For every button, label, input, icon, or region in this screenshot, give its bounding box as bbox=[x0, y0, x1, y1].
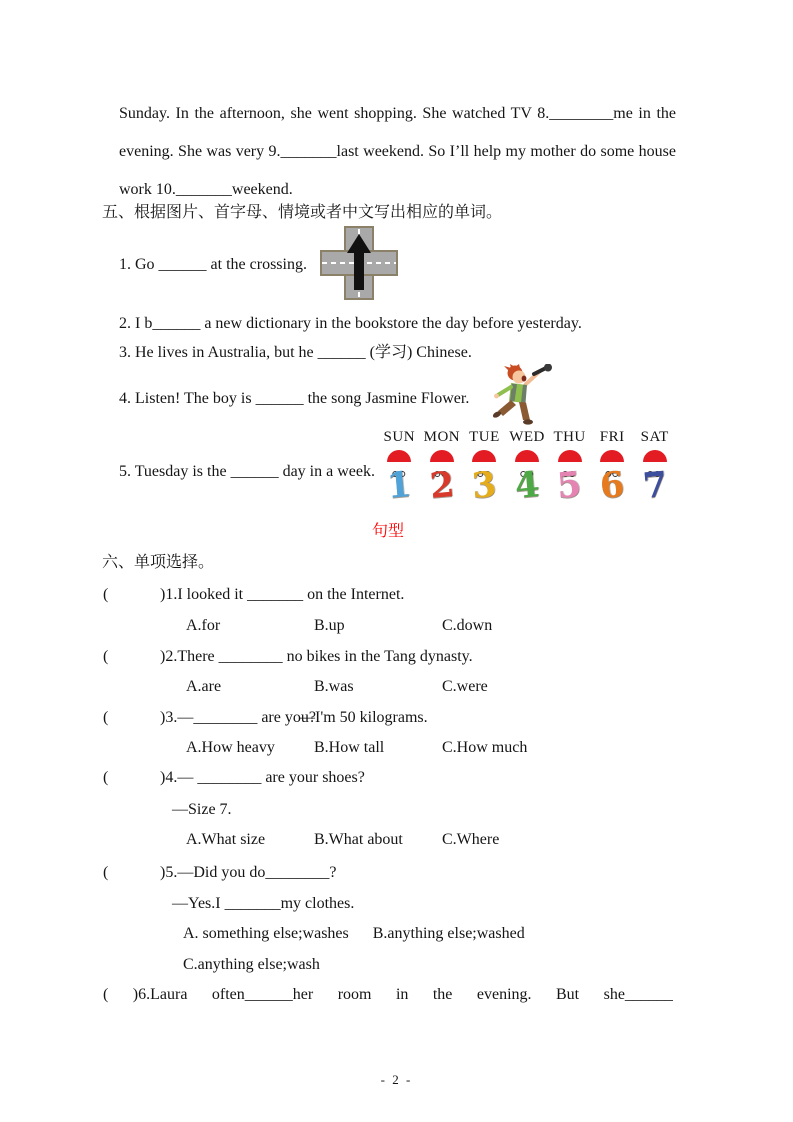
intro-line-1: Sunday. In the afternoon, she went shopping. She watched TV 8.________me in the bbox=[119, 105, 676, 122]
option-a: A.are bbox=[186, 678, 222, 695]
mc-question-3 bbox=[103, 708, 675, 728]
q6-word: But bbox=[556, 986, 580, 1003]
singing-boy-image bbox=[486, 364, 564, 433]
red-arc-icon bbox=[600, 450, 624, 462]
answer-paren: ( bbox=[103, 769, 109, 786]
mc-question-4-reply: —Size 7. bbox=[172, 801, 232, 818]
answer-paren: ( bbox=[103, 586, 109, 603]
intro-line-3: work 10._______weekend. bbox=[119, 181, 293, 198]
day-number: 4 bbox=[513, 464, 541, 507]
mc-question-6 bbox=[103, 985, 673, 1005]
q6-word: often______her bbox=[211, 986, 314, 1003]
option-b: B.How tall bbox=[314, 739, 385, 756]
s5-question-5: 5. Tuesday is the ______ day in a week. bbox=[119, 463, 375, 480]
day-label: TUE bbox=[469, 429, 500, 445]
red-arc-icon bbox=[558, 450, 582, 462]
day-label: MON bbox=[423, 429, 461, 445]
red-arc-icon bbox=[643, 450, 667, 462]
intro-line-2: evening. She was very 9._______last weekend. So I’ll help my mother do some house bbox=[119, 143, 676, 160]
week-column bbox=[463, 429, 506, 511]
option-a: A.What size bbox=[186, 831, 266, 848]
s5-question-1: 1. Go ______ at the crossing. bbox=[119, 256, 307, 273]
mc-question-5-options-row1 bbox=[183, 924, 545, 944]
day-label: WED bbox=[509, 429, 545, 445]
mc-question-5-text: )5.—Did you do________? bbox=[160, 864, 337, 881]
q6-word: room bbox=[337, 986, 372, 1003]
option-b: B.What about bbox=[314, 831, 403, 848]
s5-question-4: 4. Listen! The boy is ______ the song Jasmine Flower. bbox=[119, 390, 470, 407]
mc-question-1-text: )1.I looked it _______ on the Internet. bbox=[160, 586, 405, 603]
day-number: 3 bbox=[470, 464, 499, 507]
week-column bbox=[548, 429, 591, 511]
mc-question-4-text: )4.— ________ are your shoes? bbox=[160, 769, 365, 786]
option-c: C.down bbox=[442, 617, 493, 634]
mc-question-2-options bbox=[186, 677, 488, 697]
q6-word: she______ bbox=[603, 986, 673, 1003]
red-arc-icon bbox=[430, 450, 454, 462]
red-arc-icon bbox=[472, 450, 496, 462]
section6-heading: 六、单项选择。 bbox=[102, 554, 215, 571]
option-b: B.up bbox=[314, 617, 345, 634]
day-label: SUN bbox=[383, 429, 416, 445]
option-a: A.for bbox=[186, 617, 221, 634]
week-column bbox=[591, 429, 634, 511]
day-number: 7 bbox=[640, 464, 669, 507]
q6-word: in bbox=[395, 986, 409, 1003]
answer-paren: ( bbox=[103, 709, 109, 726]
mc-question-4-options bbox=[186, 830, 499, 850]
day-number: 2 bbox=[427, 464, 456, 507]
crossing-image bbox=[320, 226, 398, 305]
q6-word: )6.Laura bbox=[132, 986, 188, 1003]
mc-question-3-reply: —I'm 50 kilograms. bbox=[299, 709, 428, 726]
option-c: C.were bbox=[442, 678, 488, 695]
mc-question-3-options bbox=[186, 738, 527, 758]
day-number: 5 bbox=[555, 464, 584, 507]
red-arc-icon bbox=[515, 450, 539, 462]
mc-question-2 bbox=[103, 647, 675, 667]
option-b: B.was bbox=[314, 678, 354, 695]
sentence-pattern-divider: 句型 bbox=[371, 523, 404, 540]
mc-question-4 bbox=[103, 768, 675, 788]
s5-question-2: 2. I b______ a new dictionary in the bookstore the day before yesterday. bbox=[119, 315, 582, 332]
mc-question-1 bbox=[103, 585, 675, 605]
s5-question-3: 3. He lives in Australia, but he ______ (学习) Chinese. bbox=[119, 344, 472, 361]
answer-paren: ( bbox=[103, 864, 109, 881]
mc-question-3-text: )3.—________ are you? bbox=[160, 709, 316, 726]
week-column bbox=[378, 429, 421, 511]
day-number: 1 bbox=[385, 464, 414, 507]
option-a: A. something else;washes bbox=[183, 925, 349, 942]
mc-question-5 bbox=[103, 863, 675, 883]
option-c: C.How much bbox=[442, 739, 528, 756]
q6-word: the bbox=[432, 986, 453, 1003]
singing-boy-icon bbox=[486, 364, 564, 428]
day-label: SAT bbox=[640, 429, 669, 445]
section5-heading: 五、根据图片、首字母、情境或者中文写出相应的单词。 bbox=[102, 204, 503, 221]
week-column bbox=[633, 429, 676, 511]
week-column bbox=[506, 429, 549, 511]
day-number: 6 bbox=[598, 464, 627, 507]
answer-paren: ( bbox=[103, 986, 109, 1003]
week-column bbox=[421, 429, 464, 511]
mc-question-5-options-row2 bbox=[183, 955, 320, 975]
q6-word: evening. bbox=[476, 986, 532, 1003]
red-arc-icon bbox=[387, 450, 411, 462]
mc-question-5-reply: —Yes.I _______my clothes. bbox=[172, 895, 355, 912]
week-days-image bbox=[378, 429, 676, 511]
answer-paren: ( bbox=[103, 648, 109, 665]
option-b: B.anything else;washed bbox=[372, 925, 525, 942]
option-c: C.anything else;wash bbox=[183, 956, 320, 973]
mc-question-2-text: )2.There ________ no bikes in the Tang dynasty. bbox=[160, 648, 473, 665]
day-label: THU bbox=[553, 429, 586, 445]
day-label: FRI bbox=[599, 429, 625, 445]
option-a: A.How heavy bbox=[186, 739, 275, 756]
option-c: C.Where bbox=[442, 831, 500, 848]
crossing-arrow-icon bbox=[320, 226, 398, 300]
mc-question-1-options bbox=[186, 616, 492, 636]
page-number: - 2 - bbox=[380, 1072, 413, 1087]
